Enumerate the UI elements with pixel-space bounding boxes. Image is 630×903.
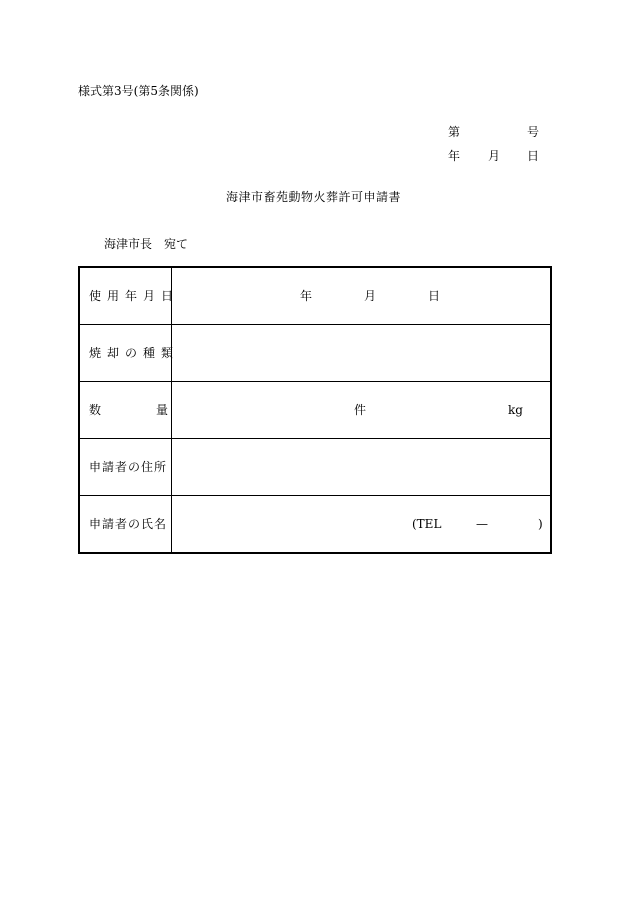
applicant-name-field[interactable] bbox=[172, 496, 552, 554]
tel-dash: — bbox=[476, 517, 488, 531]
applicant-address-field[interactable] bbox=[172, 439, 552, 496]
table-row bbox=[79, 496, 551, 554]
usage-date-day: 日 bbox=[428, 289, 441, 303]
usage-date-label: 使用年月日 bbox=[89, 289, 180, 303]
quantity-weight-unit: kg bbox=[508, 403, 523, 417]
table-row bbox=[79, 382, 551, 439]
tel-close: ) bbox=[538, 517, 543, 531]
document-title: 海津市畜苑動物火葬許可申請書 bbox=[226, 190, 402, 204]
usage-date-year: 年 bbox=[300, 289, 313, 303]
tel-open: (TEL bbox=[412, 517, 442, 531]
application-form-table bbox=[78, 266, 552, 554]
quantity-label-a: 数 bbox=[89, 403, 102, 417]
usage-date-field[interactable] bbox=[172, 267, 552, 325]
usage-date-month: 月 bbox=[364, 289, 377, 303]
applicant-address-label: 申請者の住所 bbox=[89, 460, 168, 474]
date-year-label: 年 bbox=[448, 149, 461, 163]
applicant-name-label: 申請者の氏名 bbox=[89, 517, 168, 531]
quantity-label-b: 量 bbox=[156, 403, 169, 417]
table-row bbox=[79, 325, 551, 382]
label-cell-quantity bbox=[79, 382, 172, 439]
number-prefix: 第 bbox=[448, 125, 461, 139]
date-month-label: 月 bbox=[488, 149, 501, 163]
table-row bbox=[79, 439, 551, 496]
quantity-field[interactable] bbox=[172, 382, 552, 439]
addressee: 海津市長 宛て bbox=[104, 237, 189, 251]
label-cell-applicant-address bbox=[79, 439, 172, 496]
label-cell-usage-date bbox=[79, 267, 180, 325]
label-cell-incineration-type bbox=[79, 325, 180, 382]
quantity-count-unit: 件 bbox=[354, 403, 367, 417]
number-suffix: 号 bbox=[527, 125, 540, 139]
form-number: 様式第3号(第5条関係) bbox=[78, 84, 199, 98]
incineration-type-field[interactable] bbox=[172, 325, 552, 382]
incineration-type-label: 焼却の種類 bbox=[89, 346, 180, 360]
table-row bbox=[79, 267, 551, 325]
date-day-label: 日 bbox=[527, 149, 540, 163]
label-cell-applicant-name bbox=[79, 496, 172, 554]
